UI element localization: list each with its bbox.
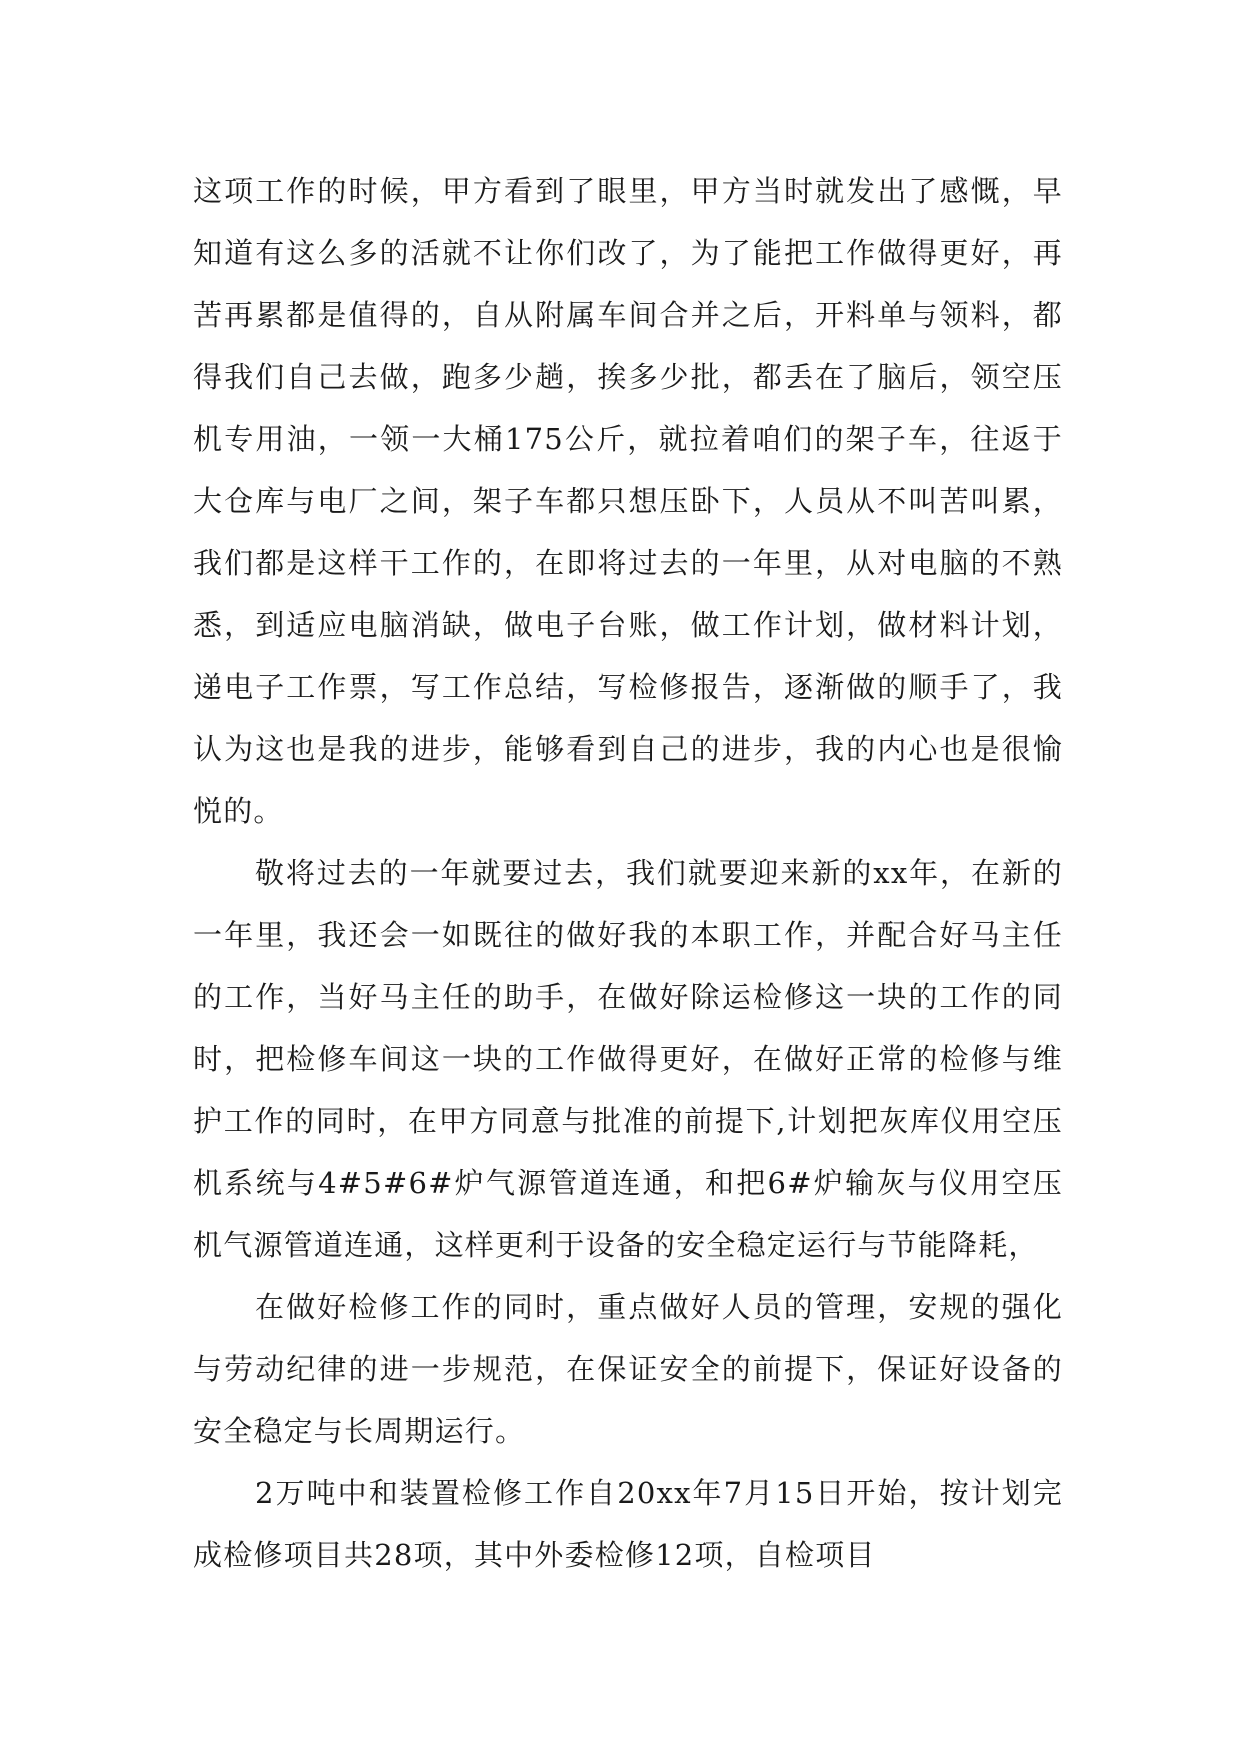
document-body (193, 160, 1063, 1586)
paragraph-2: 敬将过去的一年就要过去，我们就要迎来新的xx年，在新的一年里，我还会一如既往的做好我的本职工作，并配合好马主任的工作，当好马主任的助手，在做好除运检修这一块的工作的同时，把检修车间这一块的工作做得更好，在做好正常的检修与维护工作的同时，在甲方同意与批准的前提下,计划把灰库仪用空压机系统与4#5#6#炉气源管道连通，和把6#炉输灰与仪用空压机气源管道连通，这样更利于设备的安全稳定运行与节能降耗， (193, 856, 1063, 1262)
paragraph-4: 2万吨中和装置检修工作自20xx年7月15日开始，按计划完成检修项目共28项，其中外委检修12项，自检项目 (193, 1476, 1063, 1572)
paragraph-1: 这项工作的时候，甲方看到了眼里，甲方当时就发出了感慨，早知道有这么多的活就不让你们改了，为了能把工作做得更好，再苦再累都是值得的，自从附属车间合并之后，开料单与领料，都得我们自己去做，跑多少趟，挨多少批，都丢在了脑后，领空压机专用油，一领一大桶175公斤，就拉着咱们的架子车，往返于大仓库与电厂之间，架子车都只想压卧下，人员从不叫苦叫累，我们都是这样干工作的，在即将过去的一年里，从对电脑的不熟悉，到适应电脑消缺，做电子台账，做工作计划，做材料计划，递电子工作票，写工作总结，写检修报告，逐渐做的顺手了，我认为这也是我的进步，能够看到自己的进步，我的内心也是很愉悦的。 (193, 174, 1063, 828)
paragraph-3: 在做好检修工作的同时，重点做好人员的管理，安规的强化与劳动纪律的进一步规范，在保证安全的前提下，保证好设备的安全稳定与长周期运行。 (193, 1290, 1063, 1448)
